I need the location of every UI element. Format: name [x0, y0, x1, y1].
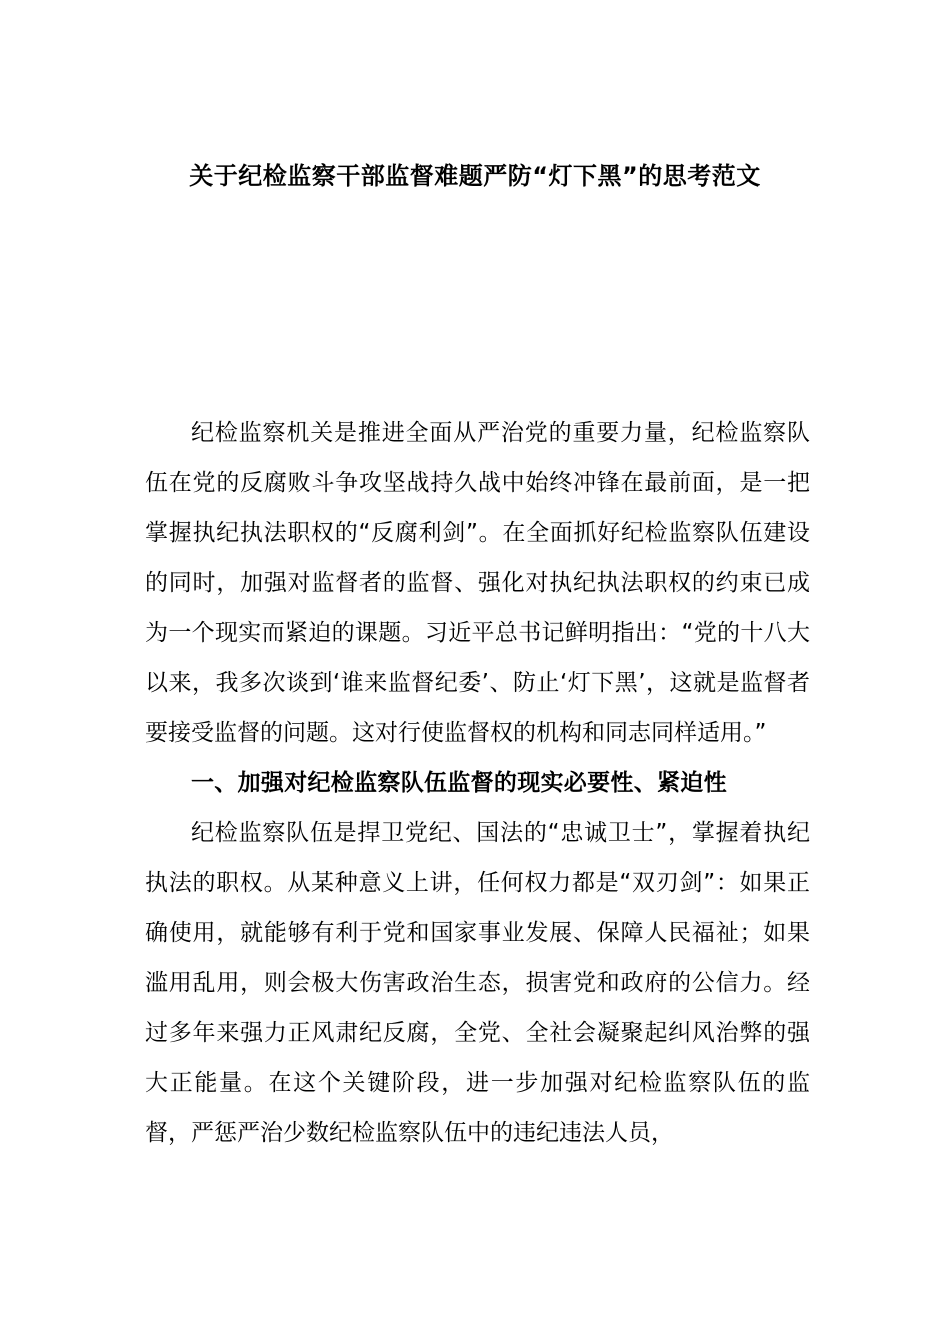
- document-body: [145, 408, 810, 1158]
- section-heading: 一、加强对纪检监察队伍监督的现实必要性、紧迫性: [191, 770, 727, 796]
- intro-paragraph: 纪检监察机关是推进全面从严治党的重要力量，纪检监察队伍在党的反腐败斗争攻坚战持久战中始终冲锋在最前面，是一把掌握执纪执法职权的“反腐利剑”。在全面抓好纪检监察队伍建设的同时，加强对监督者的监督、强化对执纪执法职权的约束已成为一个现实而紧迫的课题。习近平总书记鲜明指出：“党的十八大以来，我多次谈到‘谁来监督纪委’、防止‘灯下黑’，这就是监督者要接受监督的问题。这对行使监督权的机构和同志同样适用。”: [145, 420, 810, 746]
- section-paragraph: 纪检监察队伍是捍卫党纪、国法的“忠诚卫士”，掌握着执纪执法的职权。从某种意义上讲，任何权力都是“双刃剑”：如果正确使用，就能够有利于党和国家事业发展、保障人民福祉；如果滥用乱用，则会极大伤害政治生态，损害党和政府的公信力。经过多年来强力正风肃纪反腐，全党、全社会凝聚起纠风治弊的强大正能量。在这个关键阶段，进一步加强对纪检监察队伍的监督，严惩严治少数纪检监察队伍中的违纪违法人员，: [145, 820, 810, 1146]
- document-title: 关于纪检监察干部监督难题严防“灯下黑”的思考范文: [189, 162, 761, 190]
